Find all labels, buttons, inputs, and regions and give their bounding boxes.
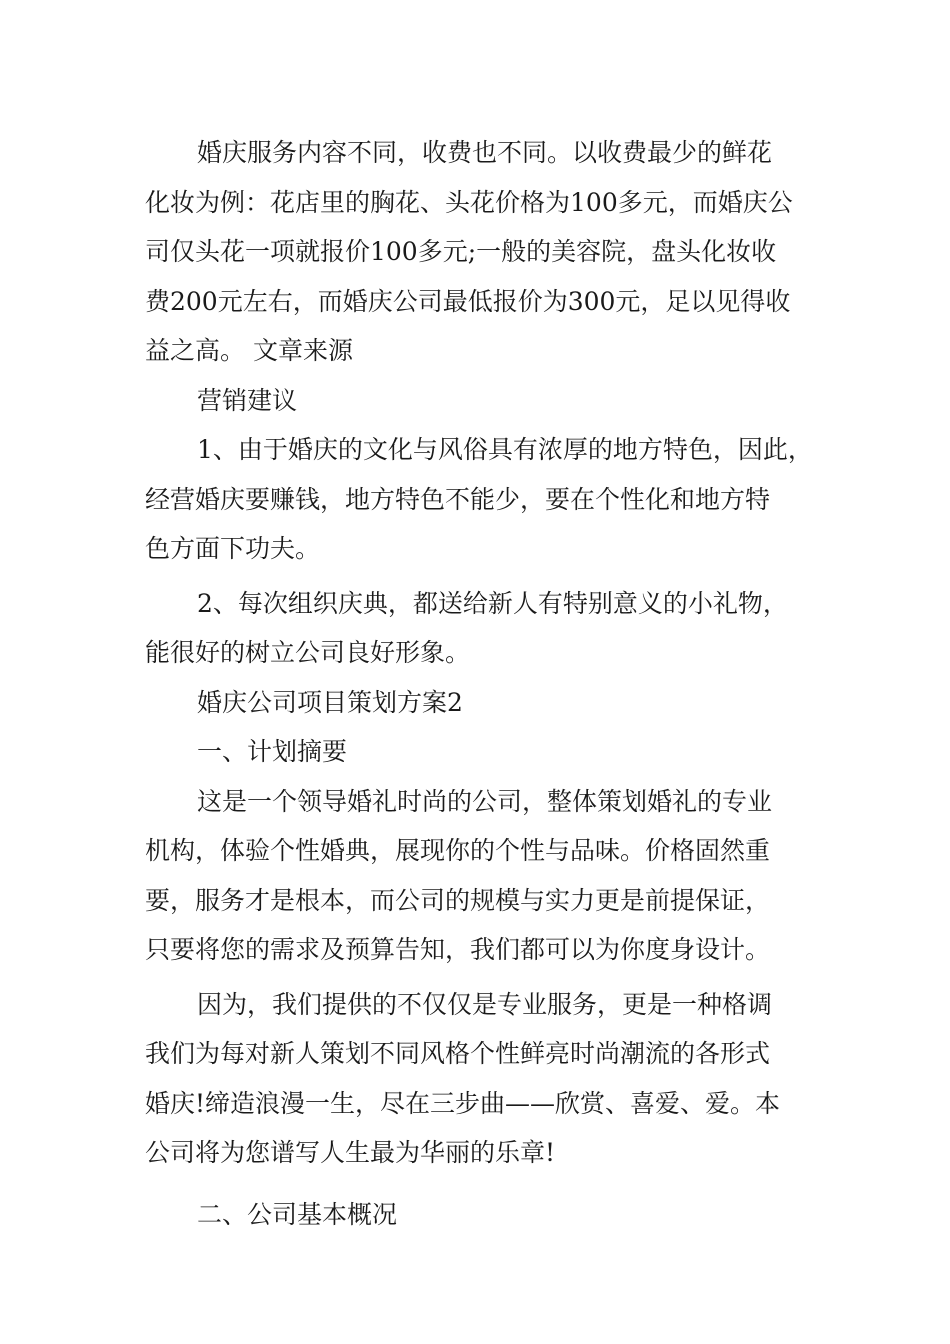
paragraph-fees-line-3: 司仅头花一项就报价100多元;一般的美容院，盘头化妆收 [145, 237, 777, 266]
service-line-3: 婚庆!缔造浪漫一生，尽在三步曲——欣赏、喜爱、爱。本 [145, 1088, 781, 1118]
document-body [145, 128, 813, 1239]
advice-1-line-2: 经营婚庆要赚钱，地方特色不能少，要在个性化和地方特 [145, 484, 771, 514]
service-line-2: 我们为每对新人策划不同风格个性鲜亮时尚潮流的各形式 [145, 1039, 771, 1068]
advice-2-line-2: 能很好的树立公司良好形象。 [145, 638, 471, 667]
service-line-1: 因为，我们提供的不仅仅是专业服务，更是一种格调 [197, 989, 773, 1019]
heading-plan-2: 婚庆公司项目策划方案2 [197, 687, 463, 717]
heading-marketing-advice: 营销建议 [197, 385, 298, 415]
advice-2-line-1: 2、每次组织庆典，都送给新人有特别意义的小礼物， [197, 588, 788, 618]
summary-line-2: 机构，体验个性婚典，展现你的个性与品味。价格固然重 [145, 836, 771, 865]
summary-line-3: 要，服务才是根本，而公司的规模与实力更是前提保证， [145, 885, 771, 915]
advice-1-line-1: 1、由于婚庆的文化与风俗具有浓厚的地方特色，因此， [197, 435, 813, 464]
paragraph-fees-line-2: 化妆为例：花店里的胸花、头花价格为100多元，而婚庆公 [145, 187, 793, 217]
heading-plan-summary: 一、计划摘要 [197, 737, 348, 766]
paragraph-fees-line-1: 婚庆服务内容不同，收费也不同。以收费最少的鲜花 [197, 138, 773, 167]
paragraph-fees-line-5: 益之高。 文章来源 [145, 336, 353, 365]
summary-line-4: 只要将您的需求及预算告知，我们都可以为你度身设计。 [145, 935, 771, 964]
advice-1-line-3: 色方面下功夫。 [145, 534, 321, 563]
paragraph-fees-line-4: 费200元左右，而婚庆公司最低报价为300元，足以见得收 [145, 286, 791, 316]
service-line-4: 公司将为您谱写人生最为华丽的乐章! [145, 1138, 556, 1167]
summary-line-1: 这是一个领导婚礼时尚的公司，整体策划婚礼的专业 [197, 786, 773, 816]
heading-company-overview: 二、公司基本概况 [197, 1199, 398, 1229]
